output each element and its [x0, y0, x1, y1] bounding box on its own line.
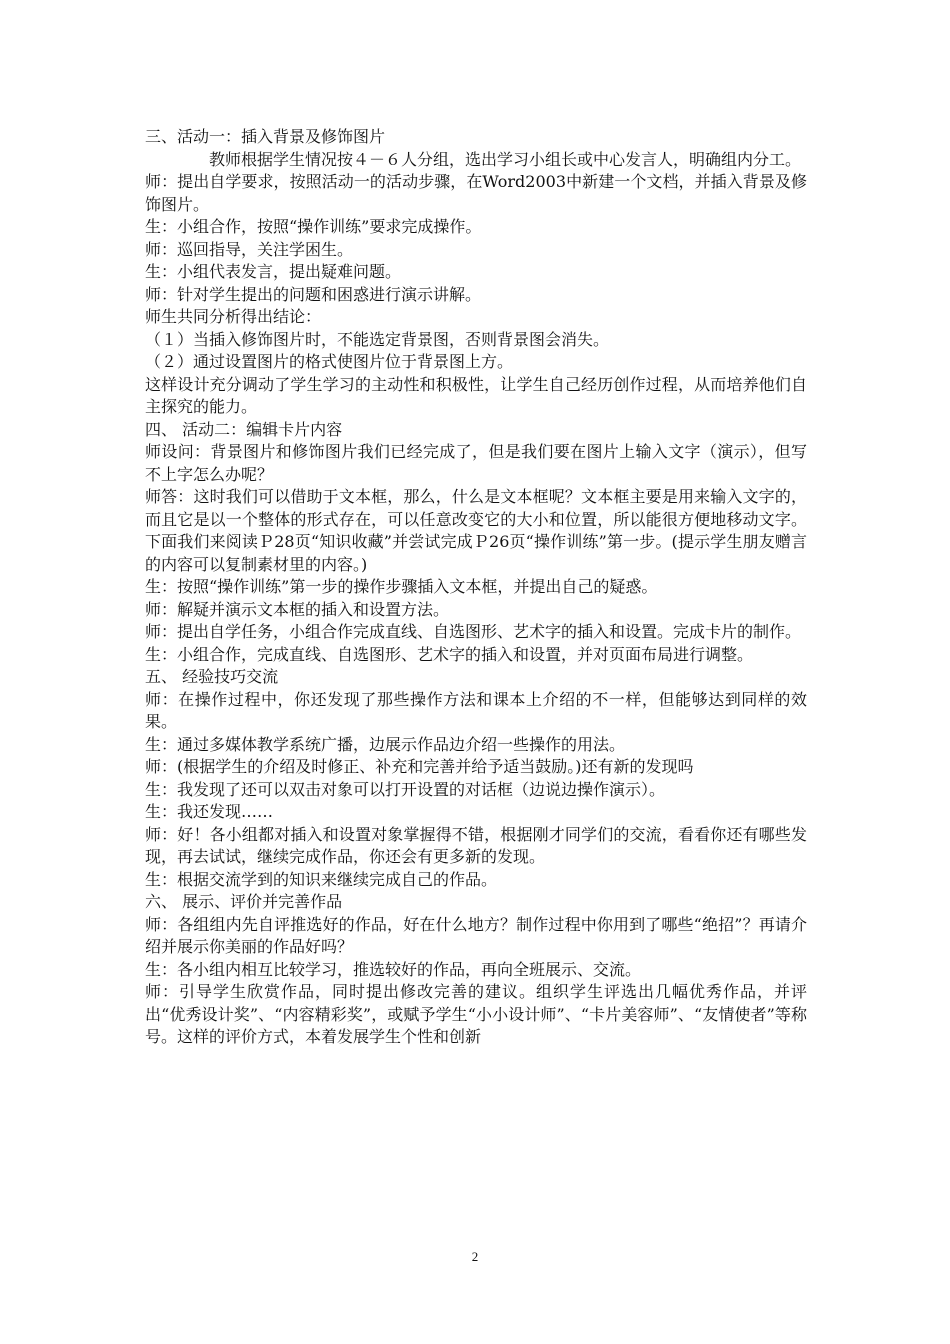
paragraph-student-7: 生：我还发现…… — [145, 802, 274, 821]
paragraph-student-3: 生：按照“操作训练”第一步的操作步骤插入文本框，并提出自己的疑惑。 — [145, 577, 658, 596]
paragraph-conclusion-1: （１）当插入修饰图片时，不能选定背景图，否则背景图会消失。 — [145, 329, 610, 349]
paragraph-teacher-1: 师：提出自学要求，按照活动一的活动步骤，在Word2003中新建一个文档，并插入背景及修饰图片。 — [145, 172, 807, 214]
paragraph-student-5: 生：通过多媒体教学系统广播，边展示作品边介绍一些操作的用法。 — [145, 734, 626, 754]
paragraph-teacher-7: 师：(根据学生的介绍及时修正、补充和完善并给予适当鼓励。)还有新的发现吗 — [145, 757, 694, 776]
paragraph-teacher-9: 师：各组组内先自评推选好的作品，好在什么地方？制作过程中你用到了哪些“绝招”？再请介绍并展示你美丽的作品好吗？ — [145, 914, 807, 956]
paragraph-student-9: 生：各小组内相互比较学习，推选较好的作品，再向全班展示、交流。 — [145, 959, 642, 979]
paragraph-design-note-1: 这样设计充分调动了学生学习的主动性和积极性，让学生自己经历创作过程，从而培养他们自主探究的能力。 — [145, 374, 807, 416]
paragraph-teacher-5: 师：提出自学任务，小组合作完成直线、自选图形、艺术字的插入和设置。完成卡片的制作。 — [145, 622, 802, 641]
paragraph-student-6: 生：我发现了还可以双击对象可以打开设置的对话框（边说边操作演示）。 — [145, 779, 666, 799]
paragraph-teacher-2: 师：巡回指导，关注学困生。 — [145, 239, 354, 259]
paragraph-teacher-question: 师设问：背景图片和修饰图片我们已经完成了，但是我们要在图片上输入文字（演示），但写不上字怎么办呢？ — [145, 442, 807, 484]
section-heading-activity-two: 四、 活动二：编辑卡片内容 — [145, 419, 343, 439]
paragraph-teacher-10: 师：引导学生欣赏作品，同时提出修改完善的建议。组织学生评选出几幅优秀作品，并评出“优秀设计奖”、“内容精彩奖”，或赋予学生“小小设计师”、“卡片美容师”、“友情使者”等称号。这样的评价方式，本着发展学生个性和创新 — [145, 982, 807, 1046]
paragraph-student-2: 生：小组代表发言，提出疑难问题。 — [145, 262, 402, 281]
paragraph-student-4: 生：小组合作，完成直线、自选图形、艺术字的插入和设置，并对页面布局进行调整。 — [145, 644, 754, 664]
paragraph-student-1: 生：小组合作，按照“操作训练”要求完成操作。 — [145, 217, 482, 236]
paragraph-student-8: 生：根据交流学到的知识来继续完成自己的作品。 — [145, 869, 498, 889]
paragraph-conclusion-2: （２）通过设置图片的格式使图片位于背景图上方。 — [145, 352, 514, 371]
document-body — [145, 126, 807, 1049]
section-heading-activity-one: 三、活动一：插入背景及修饰图片 — [145, 127, 386, 146]
paragraph-conclusion-intro: 师生共同分析得出结论： — [145, 307, 322, 326]
page-number: 2 — [471, 1249, 479, 1264]
section-heading-experience: 五、 经验技巧交流 — [145, 667, 279, 686]
paragraph-teacher-4: 师：解疑并演示文本框的插入和设置方法。 — [145, 599, 450, 619]
paragraph-teacher-3: 师：针对学生提出的问题和困惑进行演示讲解。 — [145, 284, 482, 304]
paragraph-teacher-8: 师：好！各小组都对插入和设置对象掌握得不错，根据刚才同学们的交流，看看你还有哪些发现，再去试试，继续完成作品，你还会有更多新的发现。 — [145, 824, 807, 866]
section-heading-showcase: 六、 展示、评价并完善作品 — [145, 892, 343, 911]
paragraph-teacher-6: 师：在操作过程中，你还发现了那些操作方法和课本上介绍的不一样，但能够达到同样的效果。 — [145, 689, 807, 731]
paragraph-grouping: 教师根据学生情况按４－６人分组，选出学习小组长或中心发言人，明确组内分工。 — [209, 149, 802, 169]
paragraph-teacher-answer: 师答：这时我们可以借助于文本框，那么，什么是文本框呢？文本框主要是用来输入文字的，而且它是以一个整体的形式存在，可以任意改变它的大小和位置，所以能很方便地移动文字。下面我们来阅读Ｐ28页“知识收藏”并尝试完成Ｐ26页“操作训练”第一步。(提示学生朋友赠言的内容可以复制素材里的内容。) — [145, 487, 807, 574]
